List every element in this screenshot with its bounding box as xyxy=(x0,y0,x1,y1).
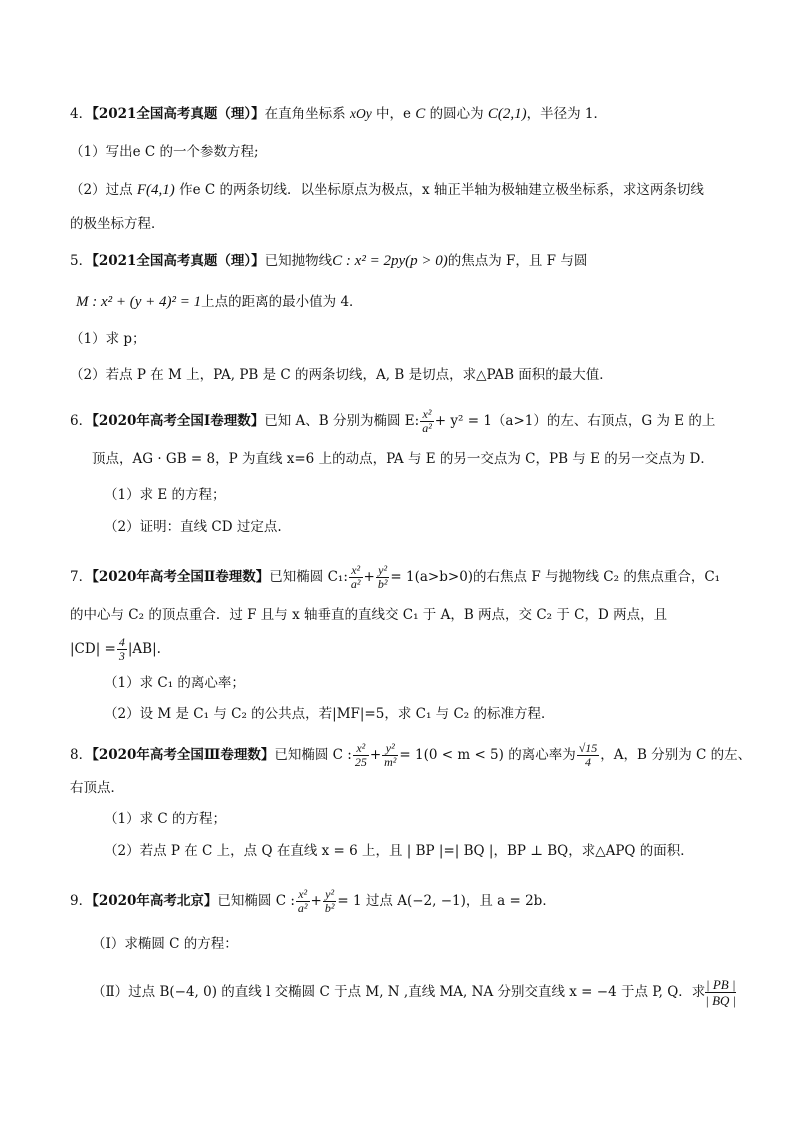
q8-number: 8． xyxy=(70,747,93,763)
q9-source: 【2020年高考北京】 xyxy=(92,893,218,909)
q9-frac-den: | BQ | xyxy=(705,993,737,1008)
q5-stem-cont xyxy=(76,292,363,312)
q8-fraction-ecc xyxy=(577,742,600,769)
q7-fraction-y xyxy=(376,564,390,591)
q4-stem-text: ，半径为 1． xyxy=(526,106,608,122)
q6-stem-text: 已知 A、B 分别为椭圆 E: xyxy=(264,413,420,429)
q4-part1: （1）写出e C 的一个参数方程; xyxy=(70,144,259,160)
q7-cd-text: |CD| = xyxy=(70,641,116,657)
q7-part1: （1）求 C₁ 的离心率； xyxy=(104,675,245,691)
q9-frac-num: y² xyxy=(323,888,337,902)
q8-frac-den: m² xyxy=(384,755,397,769)
q4-center: C(2,1) xyxy=(487,106,527,122)
q7-part2: （2）设 M 是 C₁ 与 C₂ 的公共点，若|MF|=5，求 C₁ 与 C₂ 的标准方程． xyxy=(104,706,555,722)
q6-fraction xyxy=(420,408,434,435)
q6-part1: （1）求 E 的方程； xyxy=(104,487,226,503)
q8-stem-text: = 1(0 < m < 5) 的离心率为 xyxy=(399,747,576,763)
q5-circle: M : x² + (y + 4)² = 1 xyxy=(76,294,202,310)
q7-source: 【2020年高考全国Ⅱ卷理数】 xyxy=(92,569,270,585)
q5-part2: （2）若点 P 在 M 上，PA, PB 是 C 的两条切线，A, B 是切点，求△PAB 面积的最大值． xyxy=(70,367,613,383)
q4-part2-text: 作e C 的两条切线．以坐标原点为极点，x 轴正半轴为极轴建立极坐标系，求这两条切线 xyxy=(174,182,704,198)
q7-stem-text: = 1(a>b>0)的右焦点 F 与抛物线 C₂ 的焦点重合，C₁ xyxy=(390,569,721,585)
q9-number: 9． xyxy=(70,893,93,909)
q4-part2-cont: 的极坐标方程． xyxy=(70,216,165,232)
q5-stem-text: 上点的距离的最小值为 4． xyxy=(201,294,363,310)
q6-frac-den: a² xyxy=(422,421,432,435)
q8-frac-num: x² xyxy=(353,742,369,756)
q8-stem-cont: 右顶点． xyxy=(70,780,124,796)
q9-part2-text: （Ⅱ）过点 B(−4, 0) 的直线 l 交椭圆 C 于点 M, N ,直线 MA, NA 分别交直线 x = −4 于点 P, Q．求 xyxy=(92,984,706,1000)
q4-stem-text: 在直角坐标系 xyxy=(264,106,350,122)
q8-part2: （2）若点 P 在 C 上，点 Q 在直线 x = 6 上，且 | BP |=| BQ |，BP ⊥ BQ，求△APQ 的面积． xyxy=(104,843,694,859)
q8-fraction-y xyxy=(382,742,398,769)
q4-source: 【2021全国高考真题（理）】 xyxy=(92,106,265,122)
q7-stem-cd xyxy=(70,636,161,663)
q8-frac-num: √15 xyxy=(578,741,598,755)
q8-frac-den: 4 xyxy=(585,755,591,769)
q6-stem-cont: 顶点，AG · GB = 8，P 为直线 x=6 上的动点，PA 与 E 的另一交点为 C，PB 与 E 的另一交点为 D． xyxy=(92,451,714,467)
q7-frac-den: a² xyxy=(350,577,361,591)
q6-stem-line xyxy=(70,408,715,435)
q9-stem-text: 已知椭圆 C : xyxy=(217,893,295,909)
q5-parabola: C : x² = 2py(p > 0) xyxy=(332,253,448,269)
q5-source: 【2021全国高考真题（理）】 xyxy=(92,253,265,269)
q9-frac-num: | PB | xyxy=(706,977,736,992)
q9-part2-line xyxy=(92,977,736,1008)
q7-frac-num: x² xyxy=(349,564,363,578)
q7-stem-cont: 的中心与 C₂ 的顶点重合．过 F 且与 x 轴垂直的直线交 C₁ 于 A，B 两点，交 C₂ 于 C，D 两点，且 xyxy=(70,607,668,623)
q7-stem-text: 已知椭圆 C₁: xyxy=(269,569,348,585)
q4-part2-text: （2）过点 xyxy=(70,182,137,198)
q5-stem-text: 已知抛物线 xyxy=(264,253,333,269)
q7-frac-num: 4 xyxy=(118,635,125,649)
q5-stem-text: 的焦点为 F，且 F 与圆 xyxy=(447,253,588,269)
q7-fraction-43 xyxy=(117,636,127,663)
q7-frac-den: 3 xyxy=(118,649,125,663)
q8-fraction-x xyxy=(353,742,369,769)
q6-part2: （2）证明：直线 CD 过定点. xyxy=(104,519,282,535)
q6-frac-num: x² xyxy=(420,408,434,422)
q8-part1: （1）求 C 的方程； xyxy=(104,811,227,827)
q7-number: 7． xyxy=(70,569,93,585)
q5-part1: （1）求 p； xyxy=(70,331,146,347)
q4-stem-text: 的圆心为 xyxy=(425,106,488,122)
q9-frac-den: a² xyxy=(297,901,308,915)
q8-stem-line: 8．【2020年高考全国Ⅲ卷理数】已知椭圆 C : $\frac{\text{x²}}{25}$ + $\frac{\text{y²}}{\text{m²}}$ = 1(0 < m < 5) 的离心率为 $\frac{√15}{4}$ ，A，B 分别为 C 的左、 xyxy=(70,741,752,769)
q6-stem-text: + y² = 1（a>1）的左、右顶点，G 为 E 的上 xyxy=(434,413,716,429)
q6-number: 6． xyxy=(70,413,93,429)
q4-circle: C xyxy=(415,106,426,122)
q9-frac-num: x² xyxy=(296,888,310,902)
q4-point-f: F(4,1) xyxy=(136,182,175,198)
q9-frac-den: b² xyxy=(324,901,335,915)
q9-fraction-x xyxy=(296,888,310,915)
q5-number: 5． xyxy=(70,253,93,269)
q6-source: 【2020年高考全国Ⅰ卷理数】 xyxy=(92,413,265,429)
q7-stem-line: 7．【2020年高考全国Ⅱ卷理数】已知椭圆 C₁: $\frac{\text{x²}}{\text{a²}}$ + $\frac{\text{y²}}{\text{b²}}$ = 1(a>b>0)的右焦点 F 与抛物线 C₂ 的焦点重合，C₁ xyxy=(70,563,721,591)
q9-stem-text: = 1 过点 A(−2, −1)，且 a = 2b． xyxy=(337,893,556,909)
q7-frac-den: b² xyxy=(377,577,388,591)
q5-stem-line xyxy=(70,251,587,271)
q9-stem-line: 9．【2020年高考北京】已知椭圆 C : $\frac{\text{x²}}{\text{a²}}$ + $\frac{\text{y²}}{\text{b²}}$ = 1 过点 A(−2, −1)，且 a = 2b． xyxy=(70,887,556,915)
q7-ab-text: |AB|. xyxy=(127,641,161,657)
q4-stem-line xyxy=(70,104,607,124)
q9-ratio-fraction xyxy=(705,977,736,1008)
q7-frac-num: y² xyxy=(376,564,390,578)
q8-stem-text: ，A，B 分别为 C 的左、 xyxy=(600,747,752,763)
q8-source: 【2020年高考全国Ⅲ卷理数】 xyxy=(92,747,275,763)
q8-stem-text: 已知椭圆 C : xyxy=(274,747,352,763)
q9-part1: （Ⅰ）求椭圆 C 的方程： xyxy=(92,936,238,952)
q9-fraction-y xyxy=(323,888,337,915)
q4-stem-text: 中，e xyxy=(371,106,416,122)
q8-frac-num: y² xyxy=(382,742,398,756)
q4-part2-line xyxy=(70,180,704,200)
q4-number: 4． xyxy=(70,106,93,122)
q7-fraction-x xyxy=(349,564,363,591)
q4-coord-sys: xOy xyxy=(349,106,372,121)
q8-frac-den: 25 xyxy=(354,755,367,769)
